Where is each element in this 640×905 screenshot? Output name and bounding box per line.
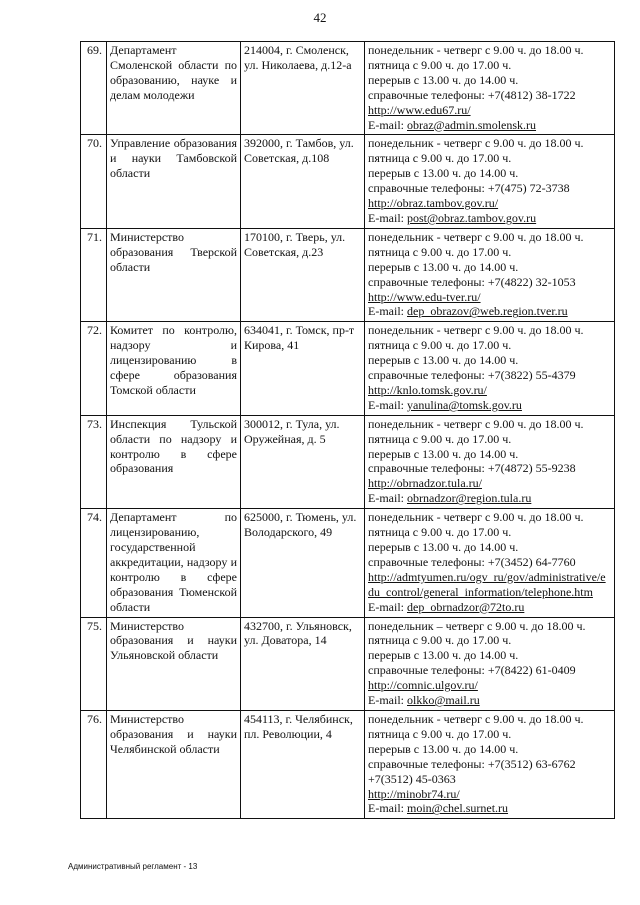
work-hours: понедельник - четверг с 9.00 ч. до 18.00 ч. [368, 43, 584, 57]
contact-info [365, 228, 615, 321]
email-line [368, 491, 611, 506]
friday-hours: пятница с 9.00 ч. до 17.00 ч. [368, 338, 512, 353]
website-link[interactable]: http://obrnadzor.tula.ru/ [368, 476, 482, 491]
email-label: E-mail: [368, 491, 404, 506]
work-hours: понедельник - четверг с 9.00 ч. до 18.00 ч. [368, 510, 584, 525]
break-hours: перерыв с 13.00 ч. до 14.00 ч. [368, 259, 519, 274]
website-link[interactable]: http://admtyumen.ru/ogv_ru/gov/administrative/edu_control/general_information/telephone.htm [368, 569, 606, 599]
friday-hours: пятница с 9.00 ч. до 17.00 ч. [368, 726, 512, 741]
contact-info [365, 509, 615, 617]
row-number: 69. [81, 42, 107, 135]
address: 214004, г. Смоленск, ул. Николаева, д.12-а [241, 42, 365, 135]
email-line [368, 118, 611, 133]
website-link[interactable]: http://knlo.tomsk.gov.ru/ [368, 382, 487, 397]
email-line [368, 398, 611, 413]
break-hours: перерыв с 13.00 ч. до 14.00 ч. [368, 540, 519, 554]
email-line [368, 211, 611, 226]
table-row [81, 617, 615, 710]
break-hours: перерыв с 13.00 ч. до 14.00 ч. [368, 648, 519, 663]
email-link[interactable]: olkko@mail.ru [407, 693, 480, 708]
work-hours: понедельник - четверг с 9.00 ч. до 18.00 ч. [368, 416, 584, 431]
address: 300012, г. Тула, ул. Оружейная, д. 5 [241, 415, 365, 508]
email-link[interactable]: obraz@admin.smolensk.ru [407, 117, 537, 132]
row-number: 76. [81, 710, 107, 818]
organization-name: Министерство образования и науки Челябинской области [107, 710, 241, 818]
break-hours: перерыв с 13.00 ч. до 14.00 ч. [368, 353, 519, 368]
address: 170100, г. Тверь, ул. Советская, д.23 [241, 228, 365, 321]
email-line [368, 304, 611, 319]
organization-name: Департамент по лицензированию, государственной аккредитации, надзору и контролю в сфере образования Тюменской области [107, 509, 241, 617]
work-hours: понедельник - четверг с 9.00 ч. до 18.00 ч. [368, 136, 584, 151]
friday-hours: пятница с 9.00 ч. до 17.00 ч. [368, 525, 512, 540]
website-link[interactable]: http://minobr74.ru/ [368, 786, 460, 801]
row-number: 73. [81, 415, 107, 508]
address: 392000, г. Тамбов, ул. Советская, д.108 [241, 135, 365, 228]
registry-table [80, 41, 615, 819]
phone-numbers: справочные телефоны: +7(3452) 64-7760 [368, 554, 576, 569]
friday-hours: пятница с 9.00 ч. до 17.00 ч. [368, 151, 512, 166]
contact-info [365, 617, 615, 710]
row-number: 70. [81, 135, 107, 228]
table-row [81, 228, 615, 321]
contact-info [365, 710, 615, 818]
contact-info [365, 135, 615, 228]
friday-hours: пятница с 9.00 ч. до 17.00 ч. [368, 57, 512, 72]
address: 625000, г. Тюмень, ул. Володарского, 49 [241, 509, 365, 617]
email-label: E-mail: [368, 693, 404, 708]
organization-name: Управление образования и науки Тамбовской области [107, 135, 241, 228]
email-line [368, 801, 611, 816]
phone-numbers: справочные телефоны: +7(4812) 38-1722 [368, 87, 576, 102]
phone-numbers-extra: +7(3512) 45-0363 [368, 771, 456, 786]
table-row [81, 710, 615, 818]
phone-numbers: справочные телефоны: +7(8422) 61-0409 [368, 663, 576, 678]
break-hours: перерыв с 13.00 ч. до 14.00 ч. [368, 166, 519, 181]
organization-name: Комитет по контролю, надзору и лицензированию в сфере образования Томской области [107, 322, 241, 415]
page-number: 42 [313, 10, 327, 25]
friday-hours: пятница с 9.00 ч. до 17.00 ч. [368, 431, 512, 446]
contact-info [365, 322, 615, 415]
organization-name: Департамент Смоленской области по образованию, науке и делам молодежи [107, 42, 241, 135]
email-line [368, 600, 611, 615]
table-row [81, 509, 615, 617]
website-link[interactable]: http://www.edu67.ru/ [368, 102, 471, 117]
phone-numbers: справочные телефоны: +7(4872) 55-9238 [368, 461, 576, 476]
row-number: 75. [81, 617, 107, 710]
contact-info [365, 415, 615, 508]
phone-numbers: справочные телефоны: +7(475) 72-3738 [368, 181, 570, 196]
website-link[interactable]: http://www.edu-tver.ru/ [368, 289, 481, 304]
phone-numbers: справочные телефоны: +7(4822) 32-1053 [368, 274, 576, 289]
work-hours: понедельник - четверг с 9.00 ч. до 18.00 ч. [368, 229, 584, 244]
email-label: E-mail: [368, 117, 404, 132]
email-label: E-mail: [368, 210, 404, 225]
email-link[interactable]: yanulina@tomsk.gov.ru [407, 397, 522, 412]
email-label: E-mail: [368, 801, 404, 816]
email-link[interactable]: obrnadzor@region.tula.ru [407, 491, 532, 506]
email-label: E-mail: [368, 599, 404, 614]
website-link[interactable]: http://comnic.ulgov.ru/ [368, 678, 478, 693]
work-hours: понедельник - четверг с 9.00 ч. до 18.00 ч. [368, 711, 584, 726]
work-hours: понедельник – четверг с 9.00 ч. до 18.00 ч. [368, 618, 586, 633]
table-row [81, 135, 615, 228]
table-row [81, 42, 615, 135]
break-hours: перерыв с 13.00 ч. до 14.00 ч. [368, 72, 519, 87]
row-number: 72. [81, 322, 107, 415]
organization-name: Министерство образования Тверской области [107, 228, 241, 321]
footer-text: Административный регламент - 13 [68, 862, 198, 871]
contact-info [365, 42, 615, 135]
email-label: E-mail: [368, 304, 404, 319]
organization-name: Инспекция Тульской области по надзору и контролю в сфере образования [107, 415, 241, 508]
email-link[interactable]: dep_obrazov@web.region.tver.ru [407, 304, 568, 319]
break-hours: перерыв с 13.00 ч. до 14.00 ч. [368, 446, 519, 461]
email-link[interactable]: moin@chel.surnet.ru [407, 801, 509, 816]
table-row [81, 322, 615, 415]
website-link[interactable]: http://obraz.tambov.gov.ru/ [368, 196, 499, 211]
friday-hours: пятница с 9.00 ч. до 17.00 ч. [368, 633, 512, 648]
email-label: E-mail: [368, 397, 404, 412]
email-link[interactable]: post@obraz.tambov.gov.ru [407, 210, 537, 225]
row-number: 71. [81, 228, 107, 321]
break-hours: перерыв с 13.00 ч. до 14.00 ч. [368, 741, 519, 756]
phone-numbers: справочные телефоны: +7(3512) 63-6762 [368, 756, 576, 771]
organization-name: Министерство образования и науки Ульяновской области [107, 617, 241, 710]
email-line [368, 693, 611, 708]
friday-hours: пятница с 9.00 ч. до 17.00 ч. [368, 244, 512, 259]
address: 454113, г. Челябинск, пл. Революции, 4 [241, 710, 365, 818]
address: 634041, г. Томск, пр-т Кирова, 41 [241, 322, 365, 415]
table-row [81, 415, 615, 508]
row-number: 74. [81, 509, 107, 617]
address: 432700, г. Ульяновск, ул. Доватора, 14 [241, 617, 365, 710]
phone-numbers: справочные телефоны: +7(3822) 55-4379 [368, 368, 576, 383]
work-hours: понедельник - четверг с 9.00 ч. до 18.00 ч. [368, 323, 584, 338]
email-link[interactable]: dep_obrnadzor@72to.ru [407, 599, 525, 614]
